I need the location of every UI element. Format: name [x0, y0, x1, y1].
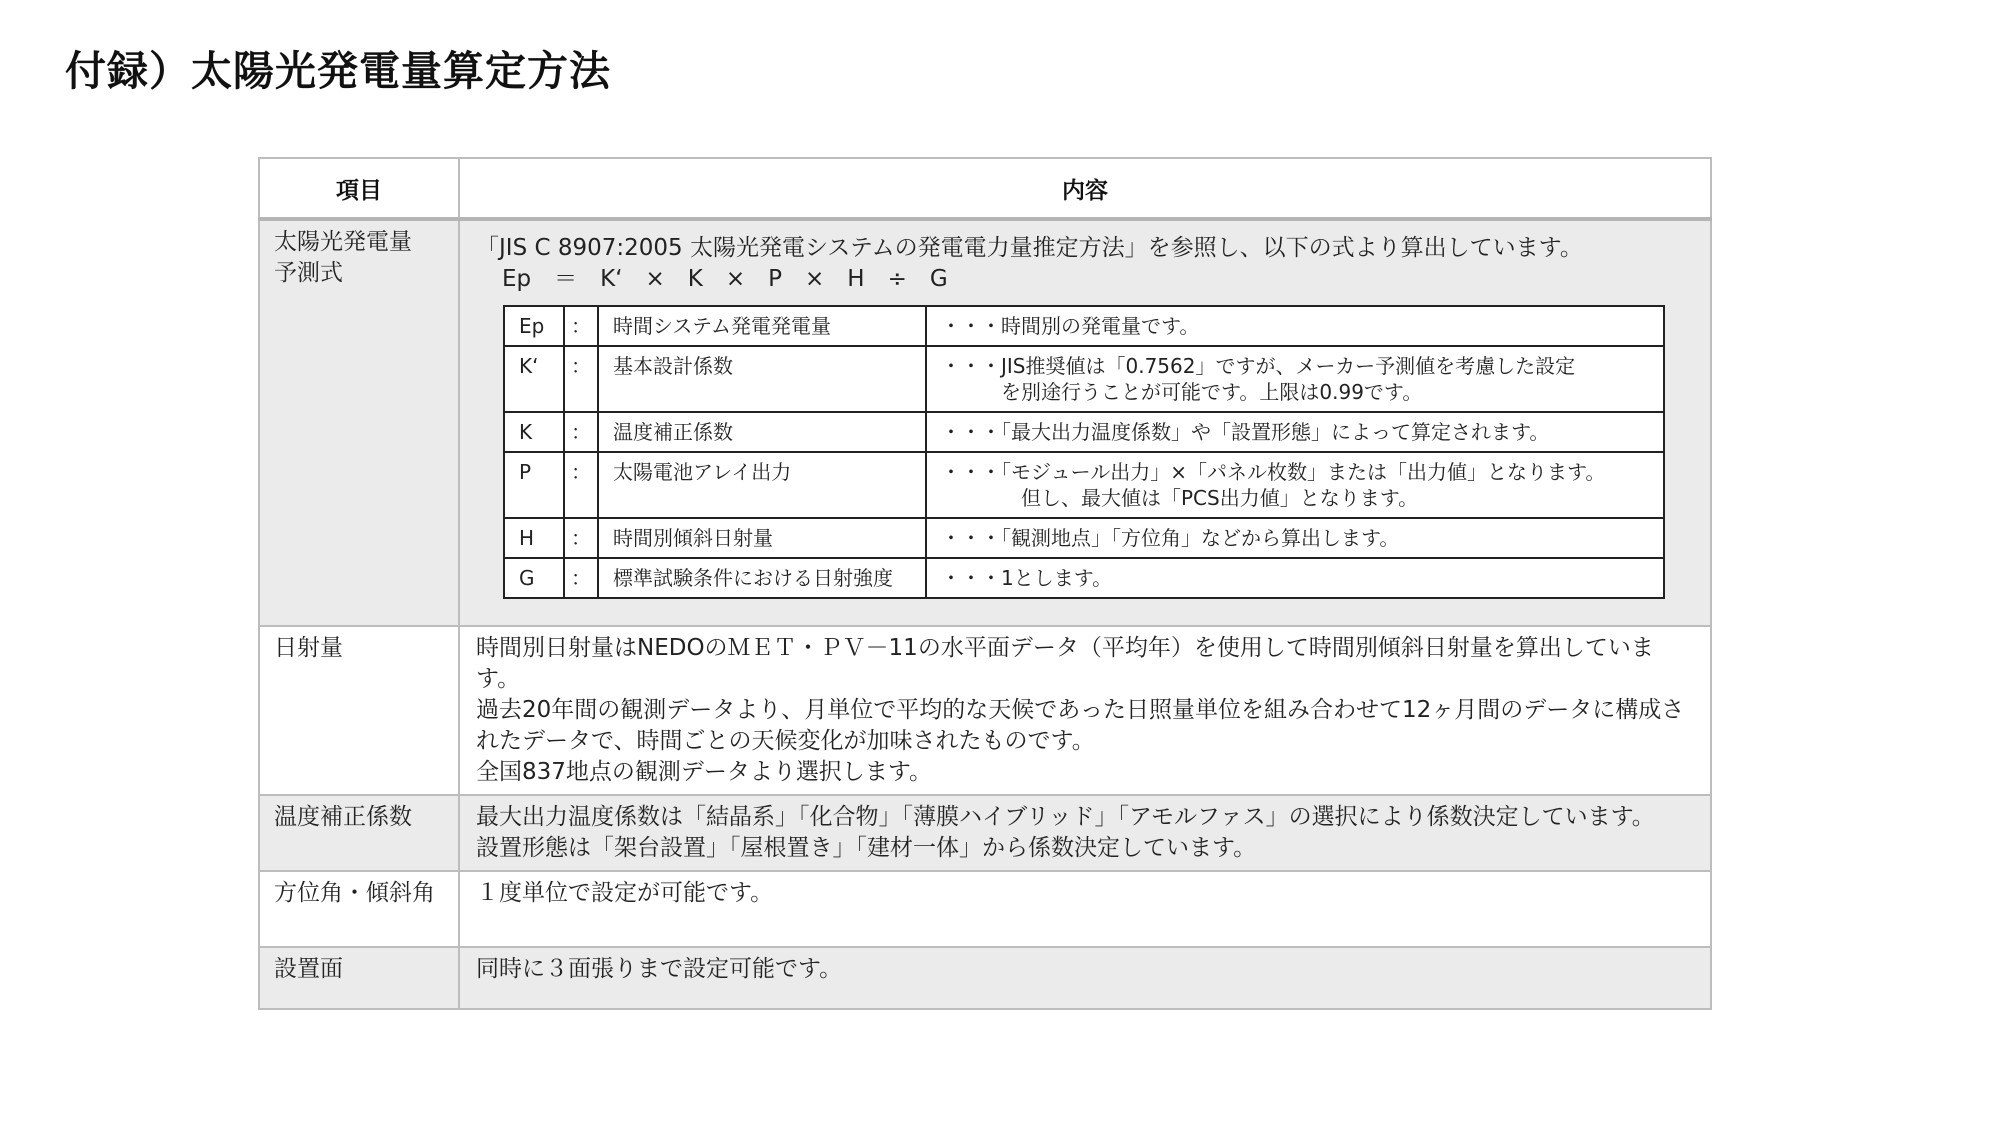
table-row	[259, 947, 1711, 1009]
variable-desc: ・・・時間別の発電量です。	[926, 306, 1664, 346]
formula-intro: 「JIS C 8907:2005 太陽光発電システムの発電電力量推定方法」を参照し、以下の式より算出しています。	[476, 235, 1583, 261]
table-row	[259, 626, 1711, 795]
page-title: 付録）太陽光発電量算定方法	[65, 47, 611, 95]
row-content-prediction	[459, 219, 1711, 626]
variable-row	[504, 518, 1664, 558]
row-label-surface: 設置面	[259, 947, 459, 1009]
variable-colon: ：	[564, 558, 598, 598]
method-table	[258, 157, 1712, 1010]
row-label-irradiance: 日射量	[259, 626, 459, 795]
variable-symbol: H	[504, 518, 564, 558]
variable-desc: ・・・「観測地点」「方位角」などから算出します。	[926, 518, 1664, 558]
variable-row	[504, 346, 1664, 412]
formula: Ep ＝ K‘ × K × P × H ÷ G	[502, 266, 948, 292]
variable-symbol: K	[504, 412, 564, 452]
variable-row	[504, 412, 1664, 452]
variables-table	[503, 305, 1665, 599]
variable-colon: ：	[564, 452, 598, 518]
row-content-surface	[459, 947, 1711, 1009]
table-header-row	[259, 158, 1711, 219]
paragraph: 設置形態は「架台設置」「屋根置き」「建材一体」から係数決定しています。	[476, 835, 1257, 861]
paragraph: 時間別日射量はNEDOのＭＥＴ・ＰＶ－11の水平面データ（平均年）を使用して時間別傾斜日射量を算出しています。	[476, 635, 1654, 692]
row-label-text: 太陽光発電量 予測式	[274, 229, 412, 286]
row-content-irradiance	[459, 626, 1711, 795]
variable-colon: ：	[564, 518, 598, 558]
variable-colon: ：	[564, 412, 598, 452]
paragraph: 最大出力温度係数は「結晶系」「化合物」「薄膜ハイブリッド」「アモルファス」の選択により係数決定しています。	[476, 804, 1655, 830]
variable-name: 標準試験条件における日射強度	[598, 558, 926, 598]
variable-row	[504, 558, 1664, 598]
variable-symbol: G	[504, 558, 564, 598]
header-content: 内容	[459, 158, 1711, 219]
variable-name: 温度補正係数	[598, 412, 926, 452]
paragraph: 全国837地点の観測データより選択します。	[476, 759, 933, 785]
variables-table-wrap	[460, 295, 1710, 625]
variable-name: 基本設計係数	[598, 346, 926, 412]
variable-colon: ：	[564, 346, 598, 412]
paragraph: 同時に３面張りまで設定可能です。	[476, 956, 843, 982]
table-row	[259, 795, 1711, 871]
paragraph: １度単位で設定が可能です。	[476, 880, 774, 906]
paragraph: 過去20年間の観測データより、月単位で平均的な天候であった日照量単位を組み合わせて12ヶ月間のデータに構成されたデータで、時間ごとの天候変化が加味されたものです。	[476, 697, 1685, 754]
table-row	[259, 871, 1711, 947]
row-content-azimuth	[459, 871, 1711, 947]
variable-row	[504, 452, 1664, 518]
row-label-temperature: 温度補正係数	[259, 795, 459, 871]
row-content-temperature	[459, 795, 1711, 871]
variable-desc: ・・・「モジュール出力」×「パネル枚数」または「出力値」となります。 但し、最大値は「PCS出力値」となります。	[926, 452, 1664, 518]
variable-symbol: P	[504, 452, 564, 518]
variable-desc: ・・・「最大出力温度係数」や「設置形態」によって算定されます。	[926, 412, 1664, 452]
variable-symbol: Ep	[504, 306, 564, 346]
header-item: 項目	[259, 158, 459, 219]
variable-symbol: K‘	[504, 346, 564, 412]
variable-colon: ：	[564, 306, 598, 346]
variable-name: 時間別傾斜日射量	[598, 518, 926, 558]
row-label-prediction	[259, 219, 459, 626]
variable-desc: ・・・1とします。	[926, 558, 1664, 598]
variable-row	[504, 306, 1664, 346]
variable-name: 太陽電池アレイ出力	[598, 452, 926, 518]
row-label-azimuth: 方位角・傾斜角	[259, 871, 459, 947]
variable-desc: ・・・JIS推奨値は「0.7562」ですが、メーカー予測値を考慮した設定 を別途行うことが可能です。上限は0.99です。	[926, 346, 1664, 412]
variable-name: 時間システム発電発電量	[598, 306, 926, 346]
table-row	[259, 219, 1711, 626]
